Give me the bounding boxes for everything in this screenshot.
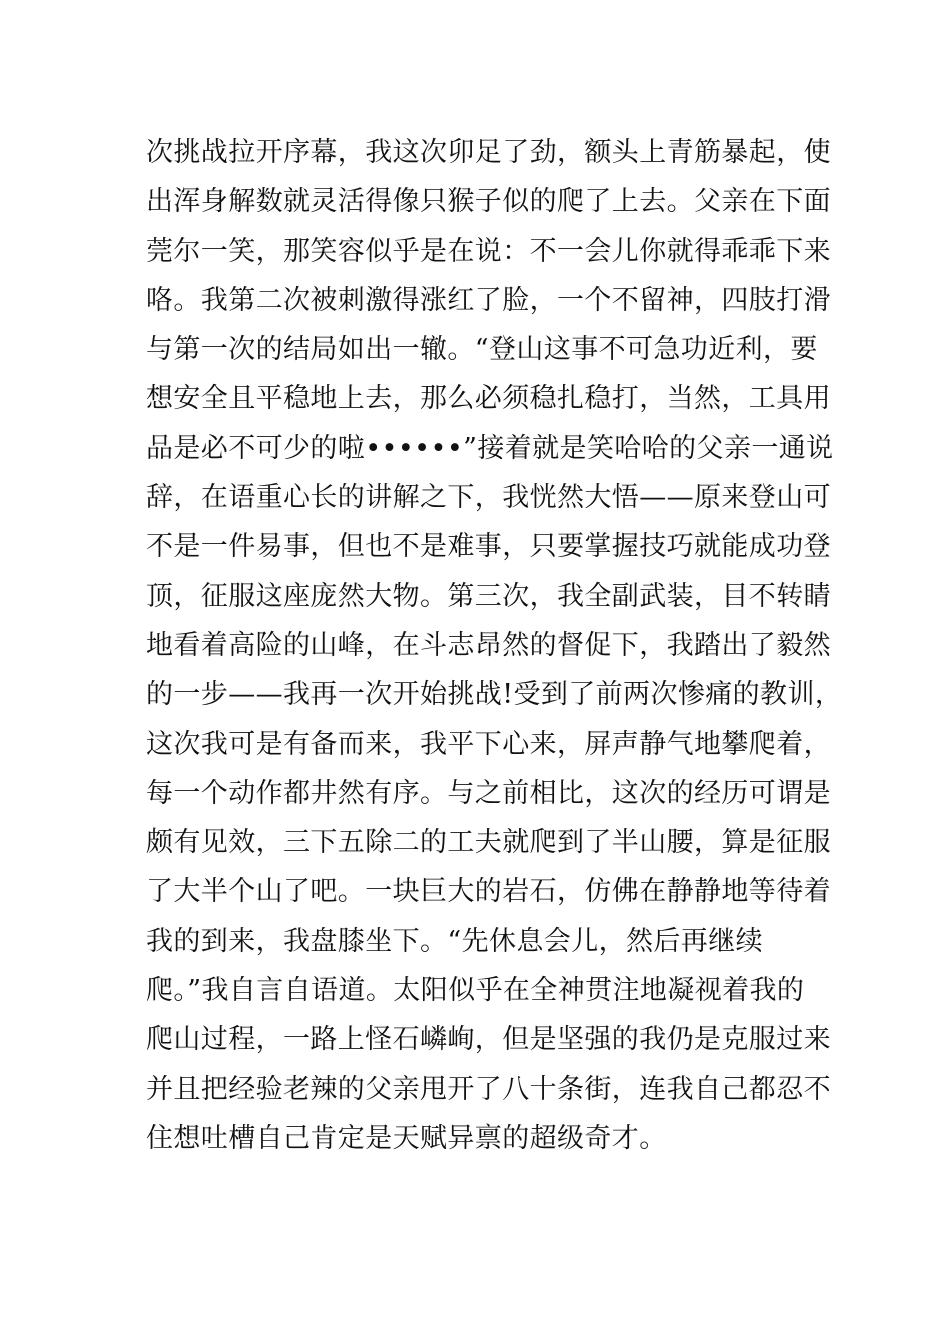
text-line: 辞，在语重心长的讲解之下，我恍然大悟——原来登山可 (146, 482, 831, 514)
text-line: 咯。我第二次被刺激得涨红了脸，一个不留神，四肢打滑 (146, 284, 831, 316)
text-line: 并且把经验老辣的父亲甩开了八十条街，连我自己都忍不 (146, 1073, 831, 1105)
text-line: 爬山过程，一路上怪石嶙峋，但是坚强的我仍是克服过来 (146, 1024, 831, 1056)
text-line: 地看着高险的山峰，在斗志昂然的督促下，我踏出了毅然 (146, 629, 831, 661)
text-line: 莞尔一笑，那笑容似乎是在说：不一会儿你就得乖乖下来 (146, 235, 831, 267)
text-line: 爬。”我自言自语道。太阳似乎在全神贯注地凝视着我的 (146, 975, 805, 1007)
text-line: 这次我可是有备而来，我平下心来，屏声静气地攀爬着， (146, 728, 831, 760)
text-line: 与第一次的结局如出一辙。“登山这事不可急功近利，要 (146, 334, 818, 366)
text-line: 顶，征服这座庞然大物。第三次，我全副武装，目不转睛 (146, 580, 831, 612)
text-line: 住想吐槽自己肯定是天赋异禀的超级奇才。 (146, 1122, 667, 1154)
body-text (146, 128, 843, 1163)
text-line: 我的到来，我盘膝坐下。“先休息会儿，然后再继续 (146, 925, 764, 957)
text-line: 品是必不可少的啦••••••”接着就是笑哈哈的父亲一通说 (146, 432, 834, 464)
text-line: 出浑身解数就灵活得像只猴子似的爬了上去。父亲在下面 (146, 186, 831, 218)
text-line: 的一步——我再一次开始挑战!受到了前两次惨痛的教训， (146, 679, 843, 711)
text-line: 了大半个山了吧。一块巨大的岩石，仿佛在静静地等待着 (146, 876, 831, 908)
text-line: 颇有见效，三下五除二的工夫就爬到了半山腰，算是征服 (146, 827, 831, 859)
text-line: 次挑战拉开序幕，我这次卯足了劲，额头上青筋暴起，使 (146, 137, 831, 168)
text-line: 每一个动作都井然有序。与之前相比，这次的经历可谓是 (146, 777, 831, 809)
text-line: 不是一件易事，但也不是难事，只要掌握技巧就能成功登 (146, 531, 831, 563)
text-line: 想安全且平稳地上去，那么必须稳扎稳打，当然，工具用 (146, 383, 831, 415)
